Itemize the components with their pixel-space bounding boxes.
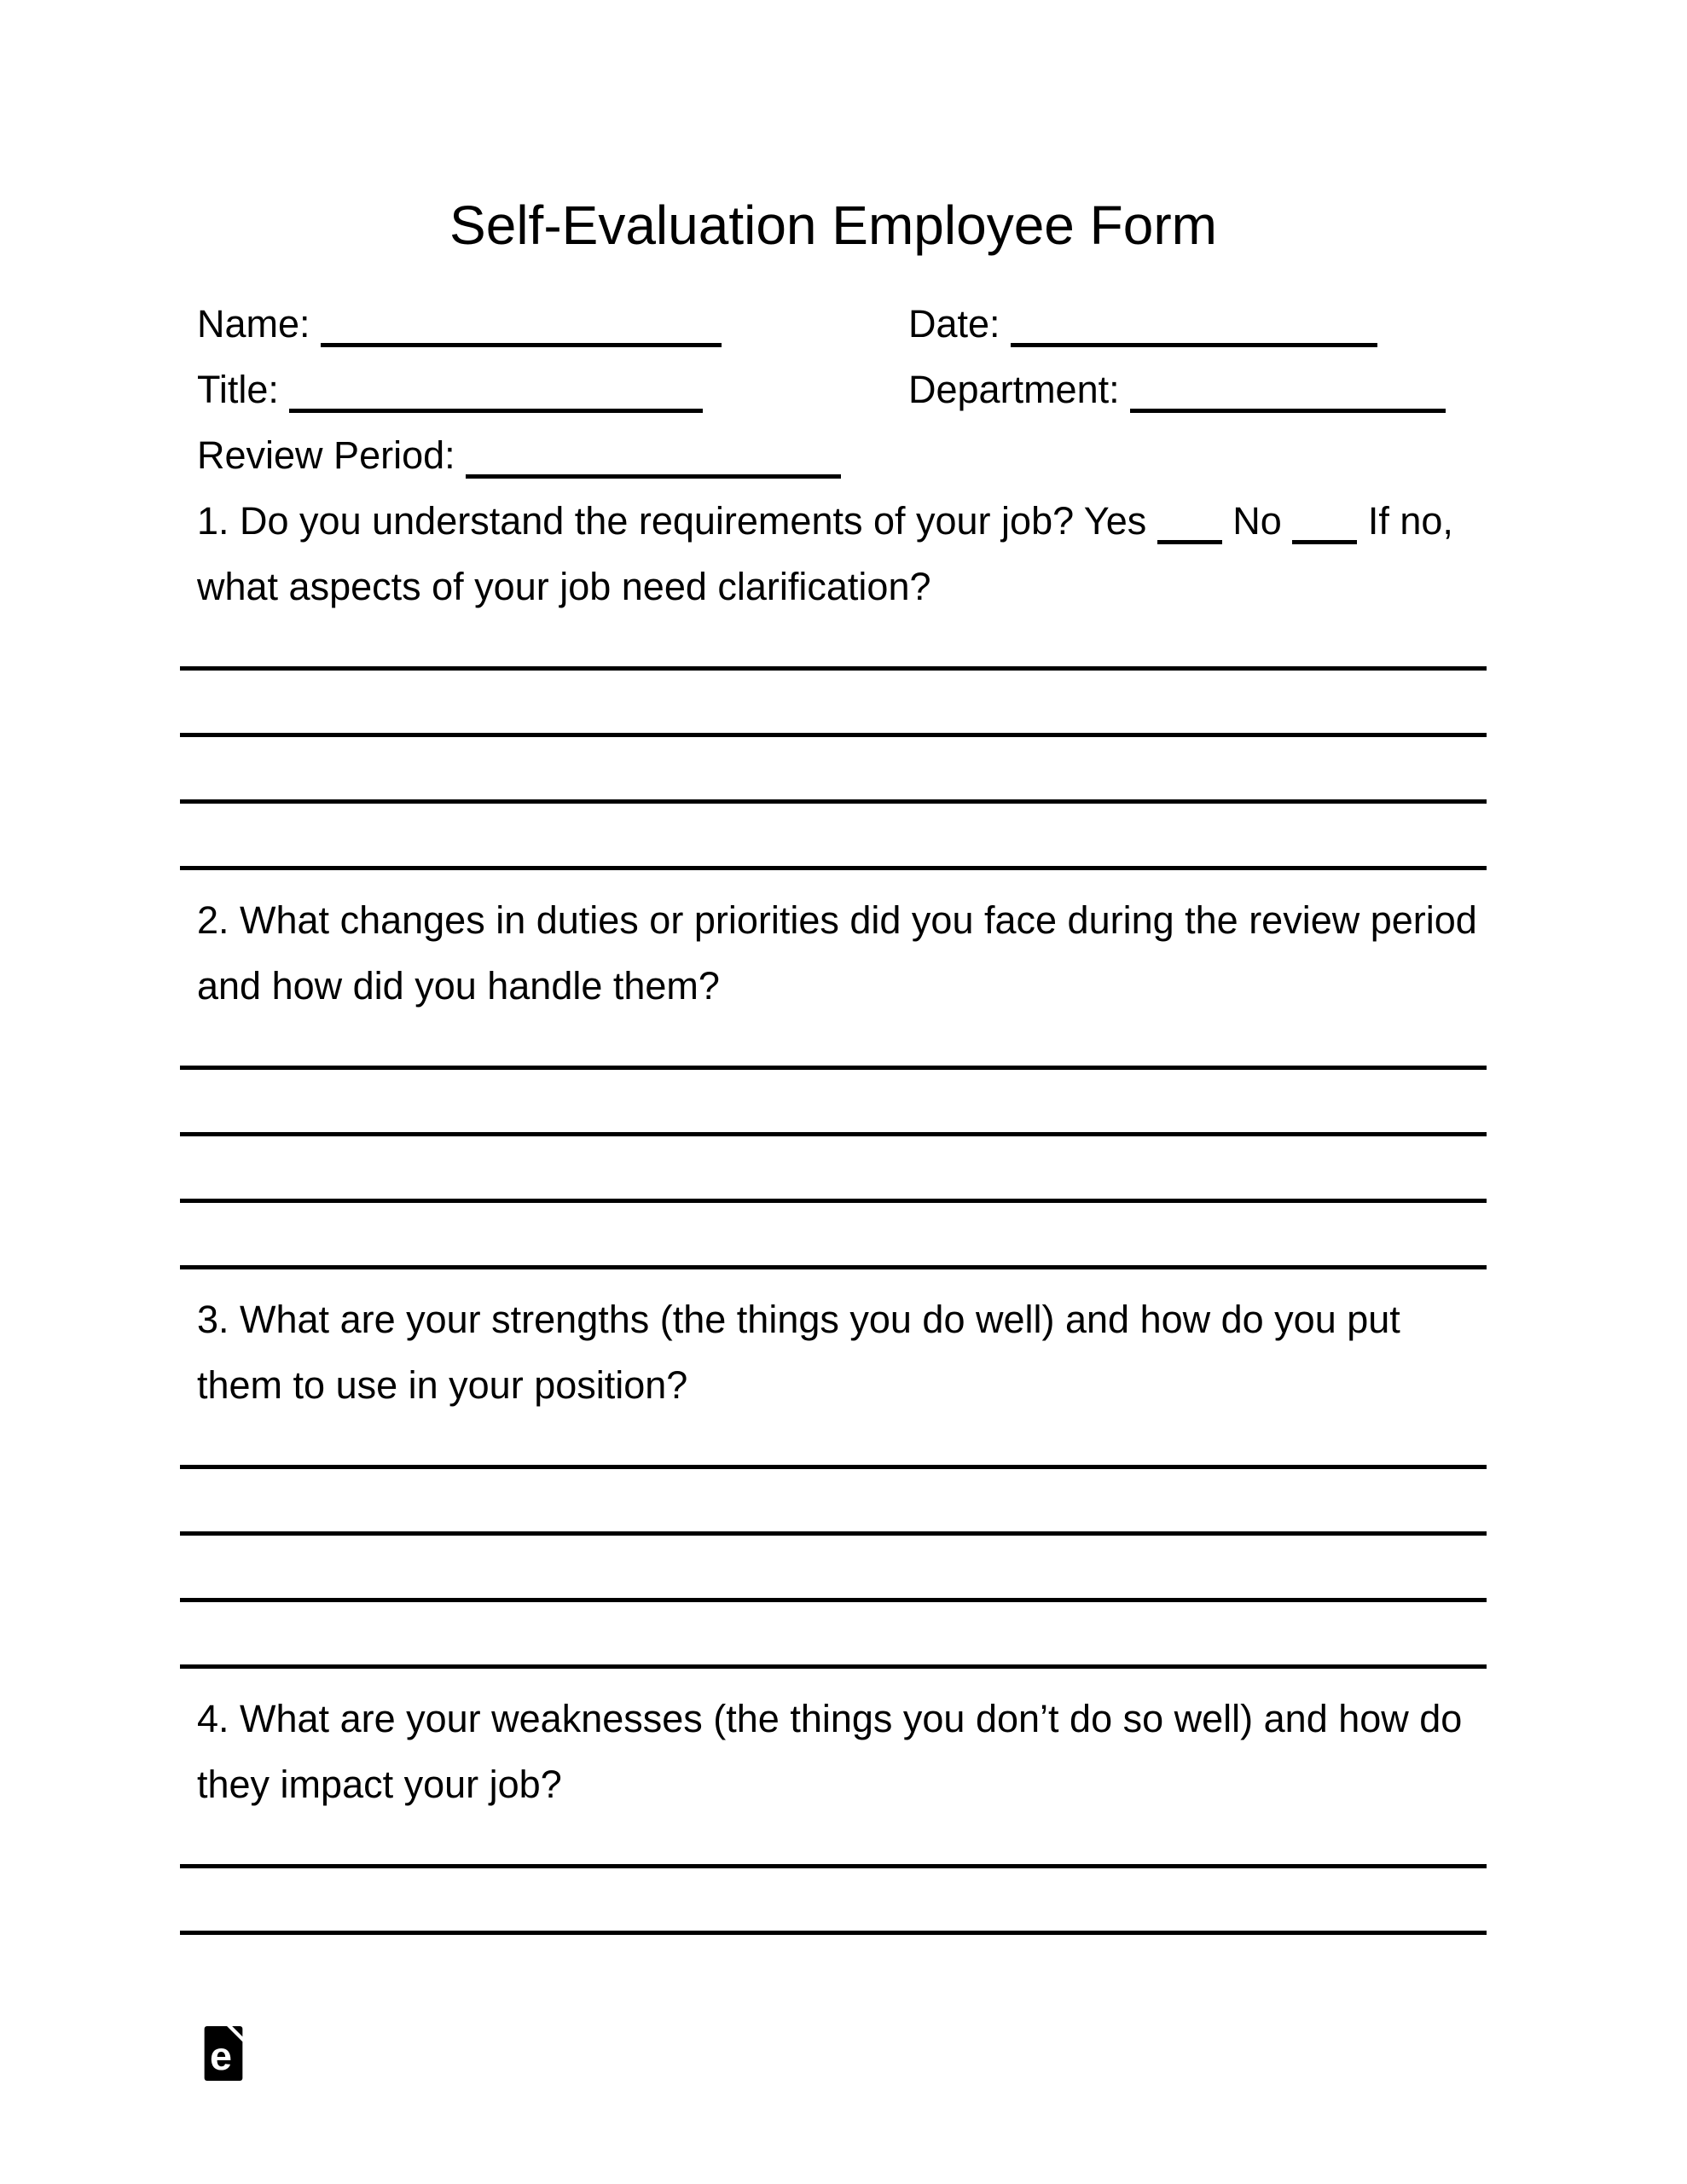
question-1-answer-lines [180,604,1487,870]
eforms-document-icon [204,2026,243,2081]
department-field [908,357,1487,422]
question-1 [180,488,1487,619]
meta-row-2 [197,357,1487,422]
question-2-line-1: 2. What changes in duties or priorities did you face during the review period [197,898,1477,942]
meta-row-3 [197,422,1487,488]
date-field [908,291,1487,357]
question-3-line-1: 3. What are your strengths (the things you do well) and how do you put [197,1298,1400,1341]
question-2 [180,887,1487,1019]
question-4-line-1: 4. What are your weaknesses (the things you don’t do so well) and how do [197,1697,1463,1740]
question-2-answer-lines [180,1003,1487,1269]
title-field [197,357,908,422]
question-1-line-1 [197,488,1487,554]
question-4-answer-lines [180,1802,1487,1935]
question-2-line-2: and how did you handle them? [197,964,720,1008]
meta-section [180,291,1487,488]
answer-line[interactable] [180,1602,1487,1669]
form-title: Self-Evaluation Employee Form [449,195,1217,256]
question-3-line-2: them to use in your position? [197,1363,688,1407]
date-label: Date: [908,302,1000,346]
date-input-line[interactable] [1011,343,1377,347]
name-field [197,291,908,357]
question-3-answer-lines [180,1403,1487,1669]
department-input-line[interactable] [1130,409,1446,413]
title-label: Title: [197,368,279,411]
review-period-input-line[interactable] [466,474,841,479]
answer-line[interactable] [180,671,1487,737]
name-label: Name: [197,302,310,346]
review-period-label: Review Period: [197,433,455,477]
answer-line[interactable] [180,1070,1487,1136]
no-label: No [1232,499,1282,543]
question-4 [180,1686,1487,1817]
question-1-line-2: what aspects of your job need clarification? [197,565,931,608]
question-1-text: 1. Do you understand the requirements of your job? Yes [197,499,1147,543]
title-input-line[interactable] [289,409,703,413]
question-4-line-2: they impact your job? [197,1763,562,1806]
question-3 [180,1287,1487,1418]
answer-line[interactable] [180,1203,1487,1269]
question-1-text-continued: If no, [1367,499,1453,543]
name-input-line[interactable] [321,343,722,347]
answer-line[interactable] [180,804,1487,870]
answer-line[interactable] [180,737,1487,804]
answer-line[interactable] [180,1536,1487,1602]
form-content [180,0,1487,2081]
review-period-field [197,422,908,488]
eforms-logo [204,2026,243,2081]
yes-input-line[interactable] [1157,540,1222,544]
meta-row-1 [197,291,1487,357]
no-input-line[interactable] [1292,540,1357,544]
answer-line[interactable] [180,1868,1487,1935]
answer-line[interactable] [180,1136,1487,1203]
department-label: Department: [908,368,1120,411]
logo-letter: e [209,2033,232,2078]
answer-line[interactable] [180,1469,1487,1536]
